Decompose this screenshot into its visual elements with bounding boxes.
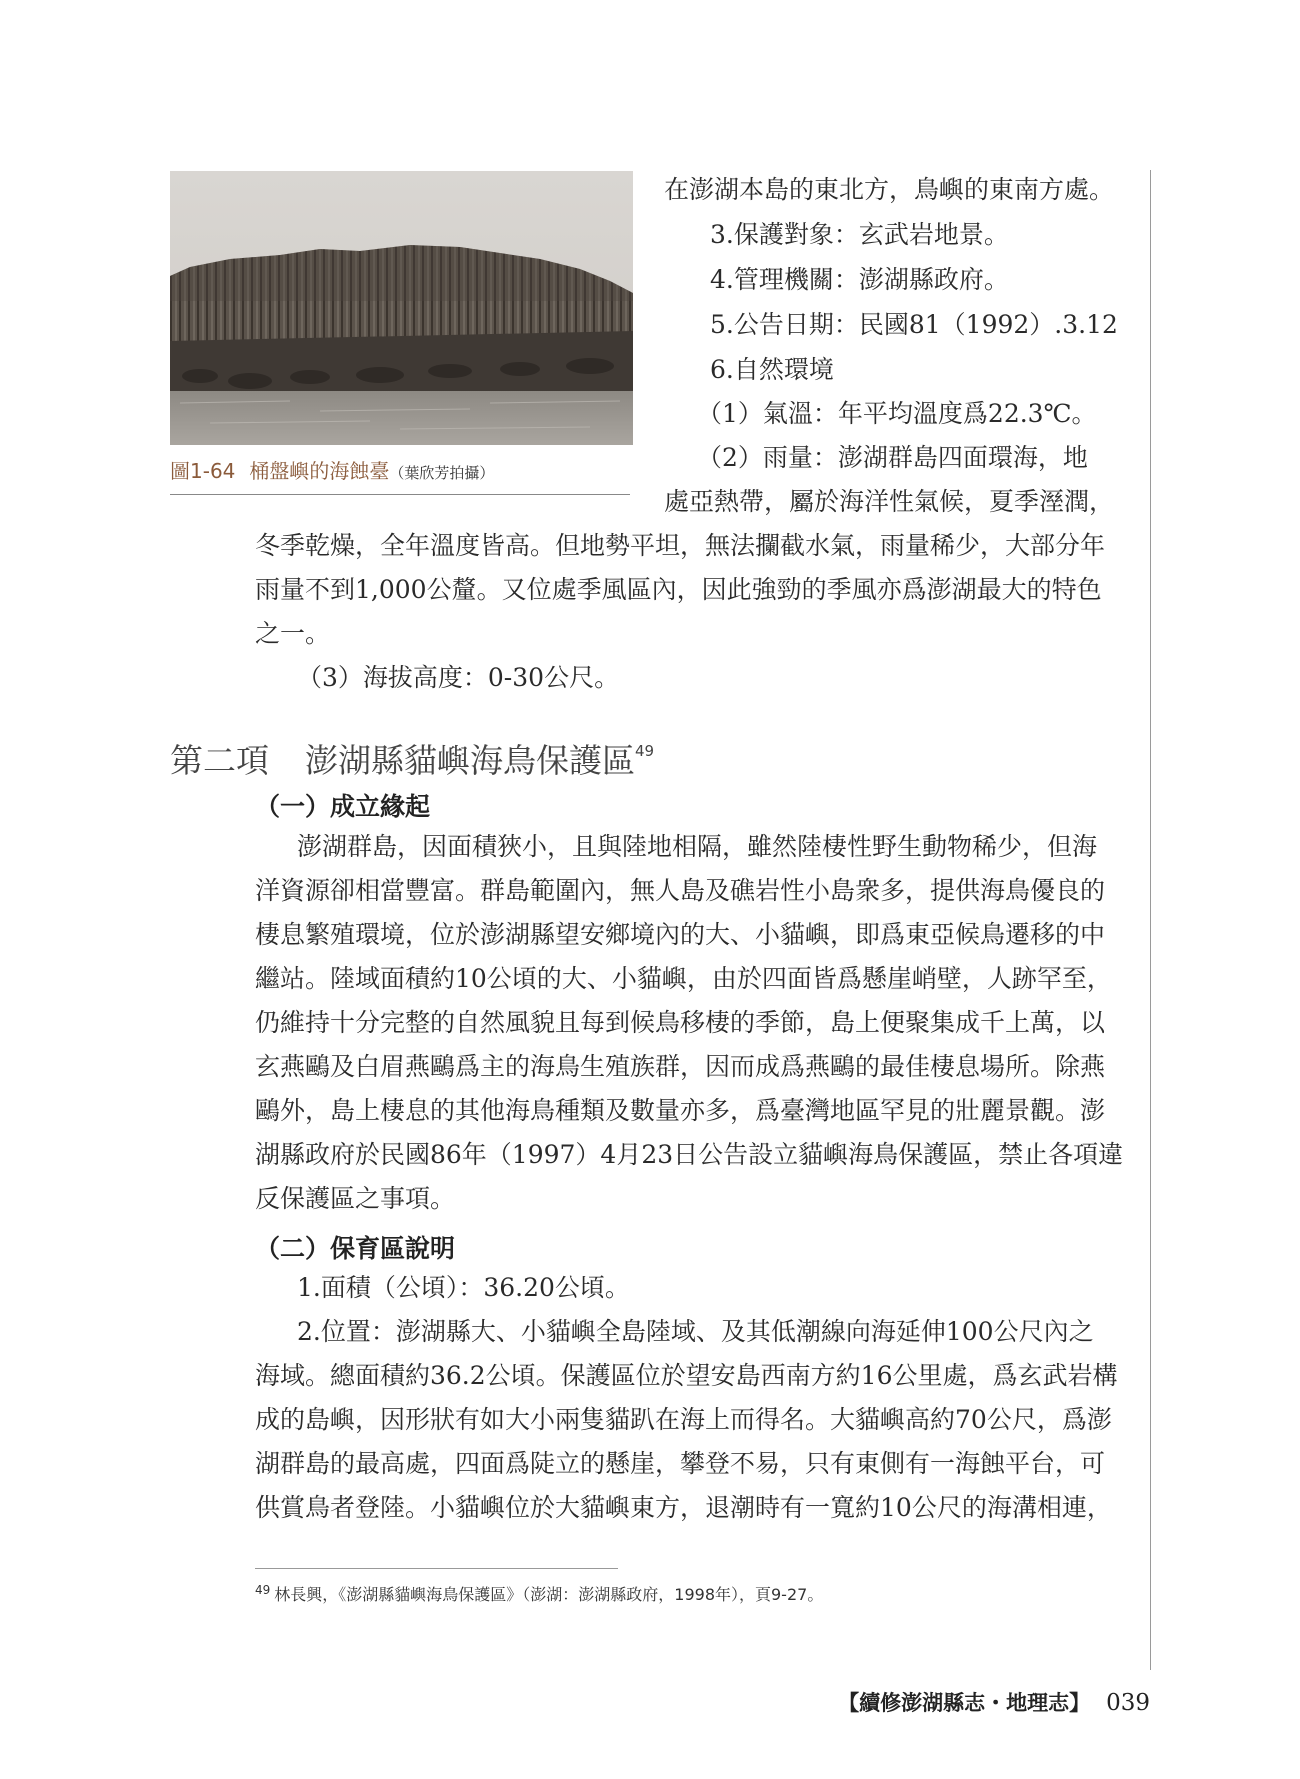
figure-number: 圖1-64 <box>170 459 236 483</box>
body-line: 成的島嶼，因形狀有如大小兩隻貓趴在海上而得名。大貓嶼高約70公尺，爲澎 <box>255 1405 1112 1434</box>
body-line: 仍維持十分完整的自然風貌且每到候鳥移棲的季節，島上便聚集成千上萬，以 <box>255 1008 1106 1037</box>
body-line: 5.公告日期：民國81（1992）.3.12 <box>710 310 1118 339</box>
body-line: 2.位置：澎湖縣大、小貓嶼全島陸域、及其低潮線向海延伸100公尺內之 <box>297 1317 1094 1346</box>
body-line: 湖縣政府於民國86年（1997）4月23日公告設立貓嶼海鳥保護區，禁止各項違 <box>255 1140 1124 1169</box>
body-line: 雨量不到1,000公釐。又位處季風區內，因此強勁的季風亦爲澎湖最大的特色 <box>255 575 1102 604</box>
footnote-rule <box>255 1568 618 1569</box>
book-title: 【續修澎湖縣志・地理志】 <box>838 1690 1091 1715</box>
basalt-cliff-photo <box>170 171 633 445</box>
subsection-heading: （二）保育區說明 <box>255 1234 456 1263</box>
body-line: （1）氣溫：年平均溫度爲22.3℃。 <box>697 399 1097 428</box>
body-line: 玄燕鷗及白眉燕鷗爲主的海鳥生殖族群，因而成爲燕鷗的最佳棲息場所。除燕 <box>255 1052 1106 1081</box>
body-line: 反保護區之事項。 <box>255 1184 456 1213</box>
body-line: 湖群島的最高處，四面爲陡立的懸崖，攀登不易，只有東側有一海蝕平台，可 <box>255 1449 1106 1478</box>
footnote-ref: 49 <box>635 742 655 760</box>
footnote <box>255 1582 823 1605</box>
figure-photo <box>170 171 633 445</box>
body-line: 海域。總面積約36.2公頃。保護區位於望安島西南方約16公里處，爲玄武岩構 <box>255 1361 1118 1390</box>
section-title: 澎湖縣貓嶼海鳥保護區 <box>305 741 635 780</box>
figure-title: 桶盤嶼的海蝕臺 <box>249 459 390 483</box>
body-line: 冬季乾燥，全年溫度皆高。但地勢平坦，無法攔截水氣，雨量稀少，大部分年 <box>255 531 1106 560</box>
body-line: 繼站。陸域面積約10公頃的大、小貓嶼，由於四面皆爲懸崖峭壁，人跡罕至， <box>255 964 1112 993</box>
body-line: 1.面積（公頃）：36.20公頃。 <box>297 1273 630 1302</box>
figure-caption <box>170 455 494 484</box>
body-line: 澎湖群島，因面積狹小，且與陸地相隔，雖然陸棲性野生動物稀少，但海 <box>297 832 1098 861</box>
body-line: 供賞鳥者登陸。小貓嶼位於大貓嶼東方，退潮時有一寬約10公尺的海溝相連， <box>255 1493 1112 1522</box>
section-heading <box>170 735 654 782</box>
body-line: 3.保護對象：玄武岩地景。 <box>710 220 1009 249</box>
subsection-heading: （一）成立緣起 <box>255 792 431 821</box>
caption-rule <box>170 494 630 495</box>
body-line: 洋資源卻相當豐富。群島範圍內，無人島及礁岩性小島衆多，提供海鳥優良的 <box>255 876 1106 905</box>
margin-rule <box>1150 170 1151 1670</box>
body-line: 4.管理機關：澎湖縣政府。 <box>710 265 1009 294</box>
body-line: 處亞熱帶，屬於海洋性氣候，夏季溼潤， <box>664 487 1115 516</box>
page-number: 039 <box>1106 1690 1150 1716</box>
body-line: 之一。 <box>255 619 331 648</box>
section-number: 第二項 <box>170 741 269 780</box>
figure-credit: （葉欣芳拍攝） <box>389 464 495 482</box>
body-line: 在澎湖本島的東北方，鳥嶼的東南方處。 <box>664 175 1115 204</box>
body-line: 鷗外，島上棲息的其他海鳥種類及數量亦多，爲臺灣地區罕見的壯麗景觀。澎 <box>255 1096 1106 1125</box>
footnote-text: 林長興，《澎湖縣貓嶼海鳥保護區》（澎湖：澎湖縣政府，1998年），頁9-27。 <box>274 1585 824 1604</box>
body-line: 6.自然環境 <box>710 355 834 384</box>
body-line: 棲息繁殖環境，位於澎湖縣望安鄉境內的大、小貓嶼，即爲東亞候鳥遷移的中 <box>255 920 1106 949</box>
body-line: （3）海拔高度：0-30公尺。 <box>297 663 620 692</box>
running-footer <box>838 1687 1150 1717</box>
body-line: （2）雨量：澎湖群島四面環海，地 <box>697 443 1088 472</box>
footnote-number: 49 <box>255 1583 271 1597</box>
